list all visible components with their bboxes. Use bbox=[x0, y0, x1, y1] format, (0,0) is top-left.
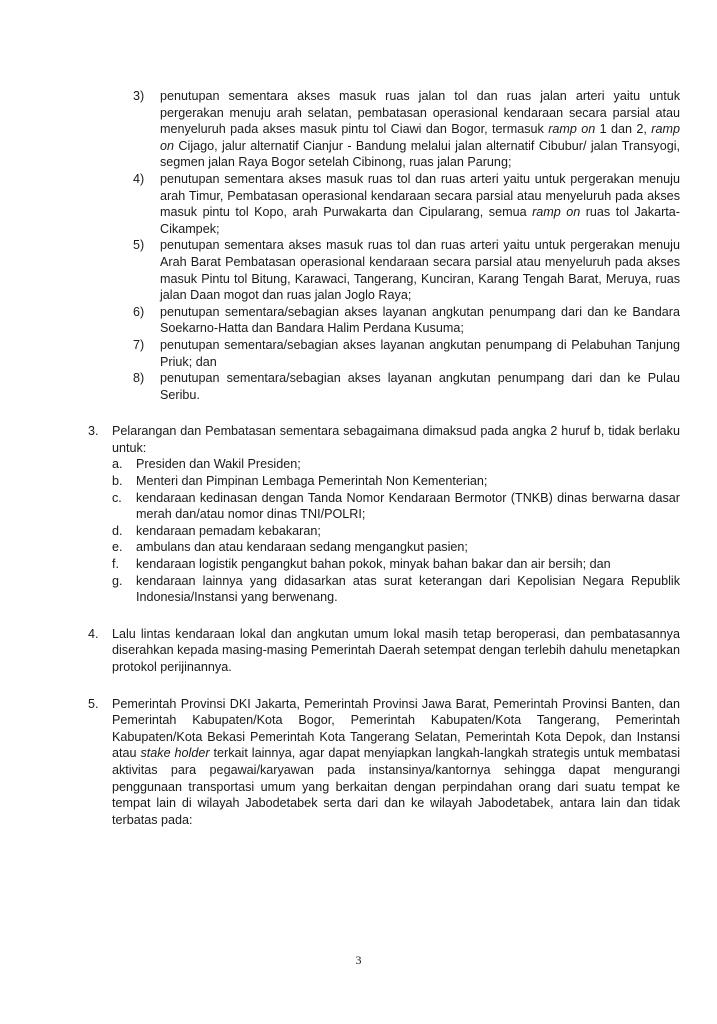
page-content bbox=[88, 88, 680, 828]
exemption-list bbox=[112, 456, 680, 605]
section-5 bbox=[88, 696, 680, 829]
section-number: 5. bbox=[88, 696, 99, 711]
item-text: penutupan sementara/sebagian akses layanan angkutan penumpang dari dan ke Pulau Seribu. bbox=[160, 371, 680, 402]
section-intro: Pelarangan dan Pembatasan sementara sebagaimana dimaksud pada angka 2 huruf b, tidak berlaku untuk: bbox=[112, 424, 680, 455]
item-letter: a. bbox=[112, 457, 123, 472]
item-letter: b. bbox=[112, 474, 123, 489]
item-number: 5) bbox=[133, 238, 145, 253]
list-item bbox=[112, 473, 680, 490]
item-text: kendaraan kedinasan dengan Tanda Nomor Kendaraan Bermotor (TNKB) dinas berwarna dasar merah dan/atau nomor dinas TNI/POLRI; bbox=[136, 490, 680, 522]
item-text: kendaraan pemadam kebakaran; bbox=[136, 523, 321, 538]
item-text: penutupan sementara/sebagian akses layanan angkutan penumpang di Pelabuhan Tanjung Priuk; dan bbox=[160, 337, 680, 369]
item-letter: c. bbox=[112, 490, 122, 505]
item-number: 8) bbox=[133, 371, 145, 386]
list-item bbox=[133, 304, 680, 337]
list-item bbox=[133, 337, 680, 370]
list-item bbox=[112, 573, 680, 606]
item-text: kendaraan logistik pengangkut bahan pokok, minyak bahan bakar dan air bersih; dan bbox=[136, 557, 611, 572]
list-item bbox=[112, 556, 680, 573]
item-text: Menteri dan Pimpinan Lembaga Pemerintah Non Kementerian; bbox=[136, 474, 488, 489]
item-text: penutupan sementara/sebagian akses layanan angkutan penumpang dari dan ke Bandara Soekarno-Hatta dan Bandara Halim Perdana Kusuma; bbox=[160, 304, 680, 336]
item-letter: f. bbox=[112, 557, 119, 572]
list-item bbox=[112, 490, 680, 523]
section-body: Pemerintah Provinsi DKI Jakarta, Pemerintah Provinsi Jawa Barat, Pemerintah Provinsi Banten, dan Pemerintah Kabupaten/Kota Bogor, Pemerintah Kabupaten/Kota Tangerang, Pemerintah Kabupaten/Kota Bekasi Pemerintah Kota Tangerang Selatan, Pemerintah Kota Depok, dan Instansi atau stake holder terkait lainnya, agar dapat menyiapkan langkah-langkah strategis untuk membatasi aktivitas para pegawai/karyawan pada instansinya/kantornya sehingga dapat mengurangi penggunaan transportasi umum yang berkaitan dengan perpindahan orang dari suatu tempat ke tempat lain di wilayah Jabodetabek serta dari dan ke wilayah Jabodetabek, antara lain dan tidak terbatas pada: bbox=[112, 696, 680, 827]
list-item bbox=[112, 523, 680, 540]
item-text: penutupan sementara akses masuk ruas tol dan ruas arteri yaitu untuk pergerakan menuju Arah Barat Pembatasan operasional kendaraan secara parsial atau menyeluruh pada akses masuk Pintu tol Bitung, Karawaci, Tangerang, Kunciran, Karang Tengah Barat, Meruya, ruas jalan Daan mogot dan ruas jalan Joglo Raya; bbox=[160, 238, 680, 303]
item-text: penutupan sementara akses masuk ruas tol dan ruas arteri yaitu untuk pergerakan menuju arah Timur, Pembatasan operasional kendaraan secara parsial atau menyeluruh pada akses masuk pintu tol Kopo, arah Purwakarta dan Cipularang, semua ramp on ruas tol Jakarta-Cikampek; bbox=[160, 171, 680, 236]
item-text: kendaraan lainnya yang didasarkan atas surat keterangan dari Kepolisian Negara Republik Indonesia/Instansi yang berwenang. bbox=[136, 573, 680, 605]
list-item bbox=[133, 370, 680, 403]
section-number: 3. bbox=[88, 424, 99, 439]
section-4 bbox=[88, 626, 680, 676]
item-text: ambulans dan atau kendaraan sedang mengangkut pasien; bbox=[136, 540, 468, 555]
item-letter: g. bbox=[112, 573, 123, 588]
section-3 bbox=[88, 423, 680, 606]
item-letter: e. bbox=[112, 540, 123, 555]
list-item bbox=[112, 539, 680, 556]
closure-list bbox=[133, 88, 680, 403]
list-item bbox=[133, 171, 680, 237]
section-body bbox=[112, 423, 680, 606]
list-item bbox=[112, 456, 680, 473]
page-number: 3 bbox=[355, 953, 362, 967]
item-number: 3) bbox=[133, 89, 145, 103]
item-number: 7) bbox=[133, 337, 145, 352]
list-item bbox=[133, 237, 680, 303]
item-number: 6) bbox=[133, 304, 145, 319]
item-number: 4) bbox=[133, 171, 145, 186]
list-item bbox=[133, 88, 680, 171]
item-letter: d. bbox=[112, 523, 123, 538]
item-text: Presiden dan Wakil Presiden; bbox=[136, 457, 301, 472]
item-text: penutupan sementara akses masuk ruas jalan tol dan ruas jalan arteri yaitu untuk pergerakan menuju arah selatan, pembatasan operasional kendaraan secara parsial atau menyeluruh pada akses masuk pintu tol Ciawi dan Bogor, termasuk ramp on 1 dan 2, ramp on Cijago, jalur alternatif Cianjur - Bandung melalui jalan alternatif Cibubur/ jalan Transyogi, segmen jalan Raya Bogor setelah Cibinong, ruas jalan Parung; bbox=[160, 89, 680, 170]
section-body: Lalu lintas kendaraan lokal dan angkutan umum lokal masih tetap beroperasi, dan pembatasannya diserahkan kepada masing-masing Pemerintah Daerah setempat dengan terlebih dahulu menetapkan protokol perijinannya. bbox=[112, 626, 680, 674]
section-number: 4. bbox=[88, 626, 99, 641]
